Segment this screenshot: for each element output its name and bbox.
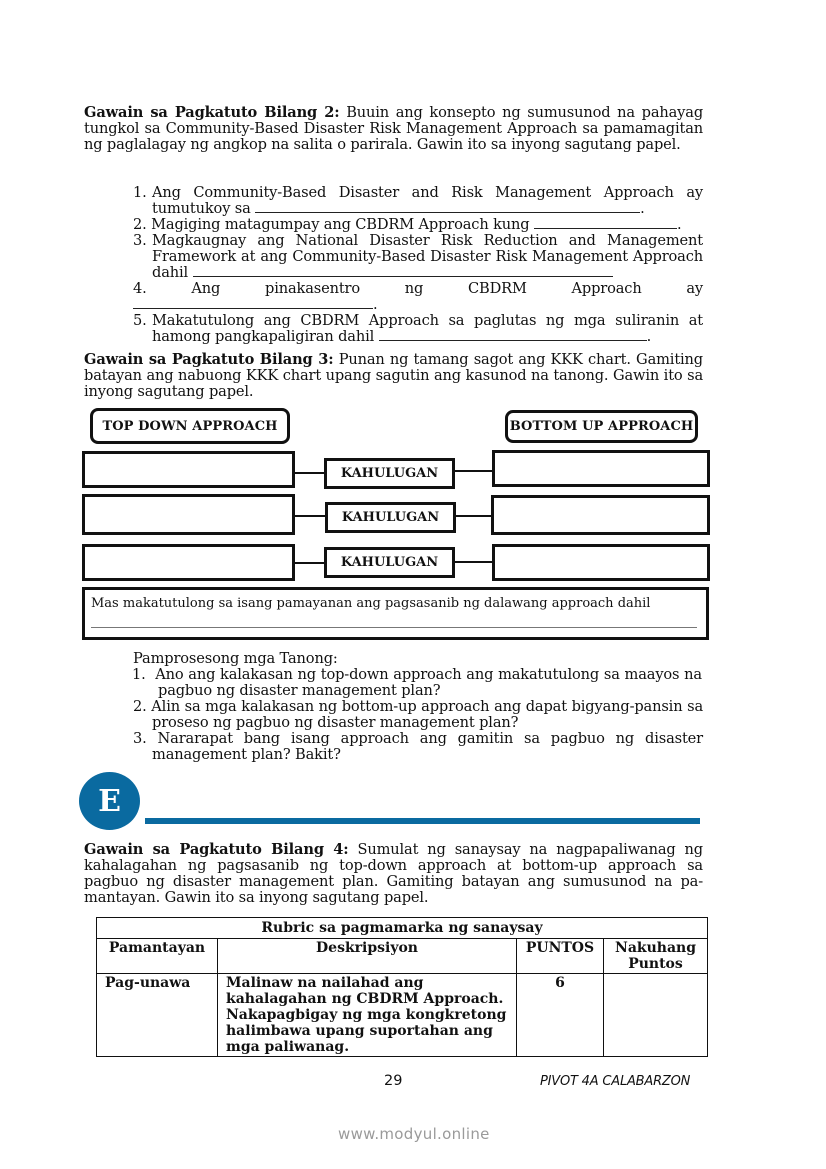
column-header: Pamantayan [97,939,218,974]
answer-blank[interactable] [133,297,373,309]
bottom-up-answer-box[interactable] [491,495,710,535]
processing-title: Pamprosesong mga Tanong: [133,650,338,667]
connector-line [454,470,492,472]
summary-prompt: Mas makatutulong sa isang pamayanan ang pagsasanib ng dalawang approach dahil [91,596,651,611]
list-item: 2. Magiging matagumpay ang CBDRM Approach kung . [133,216,682,233]
bottom-up-header: BOTTOM UP APPROACH [505,410,698,443]
list-item: 5. Makatutulong ang CBDRM Approach sa paglutas ng mga suliranin at hamong pangkapaligiran dahil . [133,312,703,345]
page-number: 29 [384,1073,403,1089]
list-item: 3. Magkaugnay ang National Disaster Risk Reduction and Management Framework at ang Community-Based Disaster Risk Management Approach dahil [133,232,703,281]
processing-questions [133,651,703,763]
activity-2-label: Gawain sa Pagkatuto Bilang 2: [84,104,340,121]
top-down-header: TOP DOWN APPROACH [90,408,290,444]
connector-line [294,562,324,564]
nakuhang-puntos-cell[interactable] [604,974,708,1057]
summary-answer-line[interactable] [91,627,697,628]
kahulugan-label: KAHULUGAN [325,502,456,533]
connector-line [454,561,492,563]
list-item: 1. Ang Community-Based Disaster and Risk Management Approach ay tumutukoy sa . [133,184,703,217]
column-header: PUNTOS [517,939,604,974]
watermark: www.modyul.online [338,1125,490,1143]
top-down-answer-box[interactable] [82,544,295,581]
top-down-answer-box[interactable] [82,494,295,535]
answer-blank[interactable] [193,265,613,277]
section-e-badge: E [79,772,140,830]
list-item: 2. Alin sa mga kalakasan ng bottom-up approach ang dapat bigyang-pansin sa proseso ng pagbuo ng disaster management plan? [133,698,703,731]
activity-4-instructions [84,842,703,906]
activity-2-list [133,185,703,345]
rubric-table [96,917,708,1057]
rubric-title: Rubric sa pagmamarka ng sanaysay [97,918,708,939]
table-row [97,974,708,1057]
bottom-up-answer-box[interactable] [492,544,710,581]
connector-line [294,515,326,517]
deskripsiyon-cell: Malinaw na nailahad ang kahalagahan ng CBDRM Approach. Nakapagbigay ng mga kongkretong halimbawa upang suportahan ang mga paliwanag. [218,974,517,1057]
activity-2-instructions [84,105,703,153]
list-item: 3. Nararapat bang isang approach ang gamitin sa pagbuo ng disaster management plan? Bakit? [133,730,703,763]
section-divider [145,818,700,824]
list-item: 4. Ang pinakasentro ng CBDRM Approach ay . [133,280,703,313]
publisher-label: PIVOT 4A CALABARZON [540,1074,691,1089]
bottom-up-answer-box[interactable] [492,450,710,487]
activity-3-label: Gawain sa Pagkatuto Bilang 3: [84,351,334,368]
kahulugan-label: KAHULUGAN [324,458,455,489]
puntos-cell: 6 [517,974,604,1057]
activity-4-label: Gawain sa Pagkatuto Bilang 4: [84,841,349,858]
activity-3-text: Punan ng tamang sagot ang KKK chart. Gamiting batayan ang nabuong KKK chart upang sagutin ang kasunod na tanong. Gawin ito sa inyong sagutang papel. [84,351,703,400]
activity-3-instructions [84,352,703,400]
answer-blank[interactable] [379,329,647,341]
activity-4-text: Sumulat ng sanaysay na nagpapaliwanag ng kahalagahan ng pagsasanib ng top-down approach at bottom-up approach sa pagbuo ng disaster management plan. Gamiting batayan ang sumusunod na pa-mantayan. Gawin ito sa inyong sagutang papel. [84,841,703,906]
top-down-answer-box[interactable] [82,451,295,488]
column-header: Nakuhang Puntos [604,939,708,974]
answer-blank[interactable] [255,201,640,213]
connector-line [294,472,324,474]
pamantayan-cell: Pag-unawa [97,974,218,1057]
summary-box [82,587,709,640]
activity-2-text: Buuin ang konsepto ng sumusunod na pahayag tungkol sa Community-Based Disaster Risk Management Approach sa pamamagitan ng paglalagay ng angkop na salita o parirala. Gawin ito sa inyong sagutang papel. [84,104,704,153]
column-header: Deskripsiyon [218,939,517,974]
list-item: 1. Ano ang kalakasan ng top-down approach ang makatutulong sa maayos na pagbuo ng disaster management plan? [132,666,702,699]
connector-line [455,515,492,517]
answer-blank[interactable] [534,217,677,229]
kahulugan-label: KAHULUGAN [324,547,455,578]
